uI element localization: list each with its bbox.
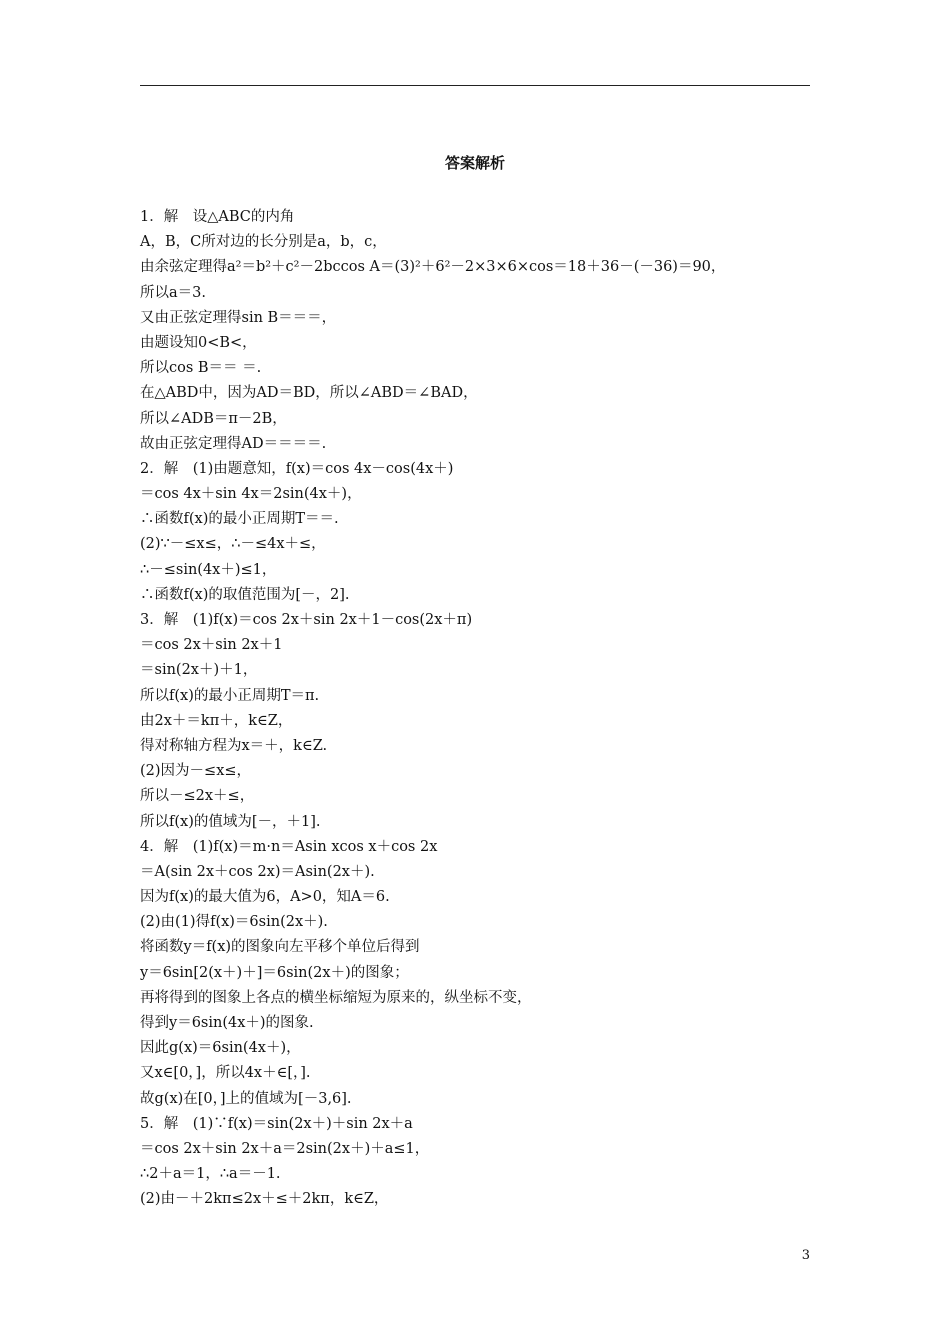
text-line: 又由正弦定理得sin B＝＝＝， [140,309,337,326]
text-line: 又x∈[0，]，所以4x＋∈[，]. [140,1065,311,1082]
text-line: 故由正弦定理得AD＝＝＝＝. [140,435,327,452]
text-line: 3．解 (1)f(x)＝cos 2x＋sin 2x＋1－cos(2x＋π) [140,612,473,628]
text-line: 所以f(x)的值域为[－，＋1]. [140,813,321,830]
text-line: 1．解 设△ABC的内角 [140,209,295,225]
text-line: 由题设知0<B<， [140,334,257,351]
text-line: ∴函数f(x)的最小正周期T＝＝. [140,511,339,528]
text-line: 因为f(x)的最大值为6，A>0，知A＝6. [140,889,390,906]
text-line: (2)因为－≤x≤， [140,763,252,780]
text-line: ＝sin(2x＋)＋1， [140,662,258,679]
text-line: 4．解 (1)f(x)＝m·n＝Asin xcos x＋cos 2x [140,838,438,855]
page-title: 答案解析 [444,154,505,172]
text-line: 得对称轴方程为x＝＋，k∈Z. [140,737,328,754]
text-line: 所以∠ADB＝π－2B， [140,410,287,427]
text-line: 所以－≤2x＋≤， [140,788,255,805]
text-line: 由余弦定理得a²＝b²＋c²－2bccos A＝(3)²＋6²－2×3×6×cos＝18＋36－(－36)＝90， [140,259,726,276]
text-line: ＝cos 2x＋sin 2x＋a＝2sin(2x＋)＋a≤1， [140,1140,430,1157]
text-line: 将函数y＝f(x)的图象向左平移个单位后得到 [140,939,420,956]
text-line: ∴函数f(x)的取值范围为[－，2]. [140,586,350,603]
text-line: ＝cos 2x＋sin 2x＋1 [140,637,283,654]
text-line: (2)由－＋2kπ≤2x＋≤＋2kπ，k∈Z， [140,1191,389,1208]
text-line: ＝cos 4x＋sin 4x＝2sin(4x＋)， [140,486,362,503]
text-line: 得到y＝6sin(4x＋)的图象. [140,1015,314,1031]
text-line: 2．解 (1)由题意知，f(x)＝cos 4x－cos(4x＋) [140,460,454,477]
text-line: 再将得到的图象上各点的横坐标缩短为原来的，纵坐标不变， [140,989,532,1006]
text-line: 因此g(x)＝6sin(4x＋)， [140,1040,301,1057]
text-line: ∴－≤sin(4x＋)≤1， [140,561,277,578]
text-line: 故g(x)在[0，]上的值域为[－3,6]. [140,1090,352,1107]
text-line: 在△ABD中，因为AD＝BD，所以∠ABD＝∠BAD， [140,385,478,402]
answer-body [140,205,820,1213]
text-line: 所以f(x)的最小正周期T＝π. [140,687,320,704]
text-line: y＝6sin[2(x＋)＋]＝6sin(2x＋)的图象； [140,964,409,981]
text-line: (2)∵－≤x≤，∴－≤4x＋≤， [140,536,326,553]
text-line: 5．解 (1)∵f(x)＝sin(2x＋)＋sin 2x＋a [140,1115,413,1132]
text-line: (2)由(1)得f(x)＝6sin(2x＋). [140,914,328,931]
text-line: ∴2＋a＝1，∴a＝－1. [140,1166,281,1183]
text-line: ＝A(sin 2x＋cos 2x)＝Asin(2x＋). [140,863,375,880]
text-line: A，B，C所对边的长分别是a，b，c， [140,234,387,251]
page-number: 3 [801,1248,810,1263]
text-line: 所以cos B＝＝ ＝. [140,360,262,377]
text-line: 所以a＝3. [140,284,206,301]
text-line: 由2x＋＝kπ＋，k∈Z， [140,712,293,729]
header-rule [140,85,810,86]
